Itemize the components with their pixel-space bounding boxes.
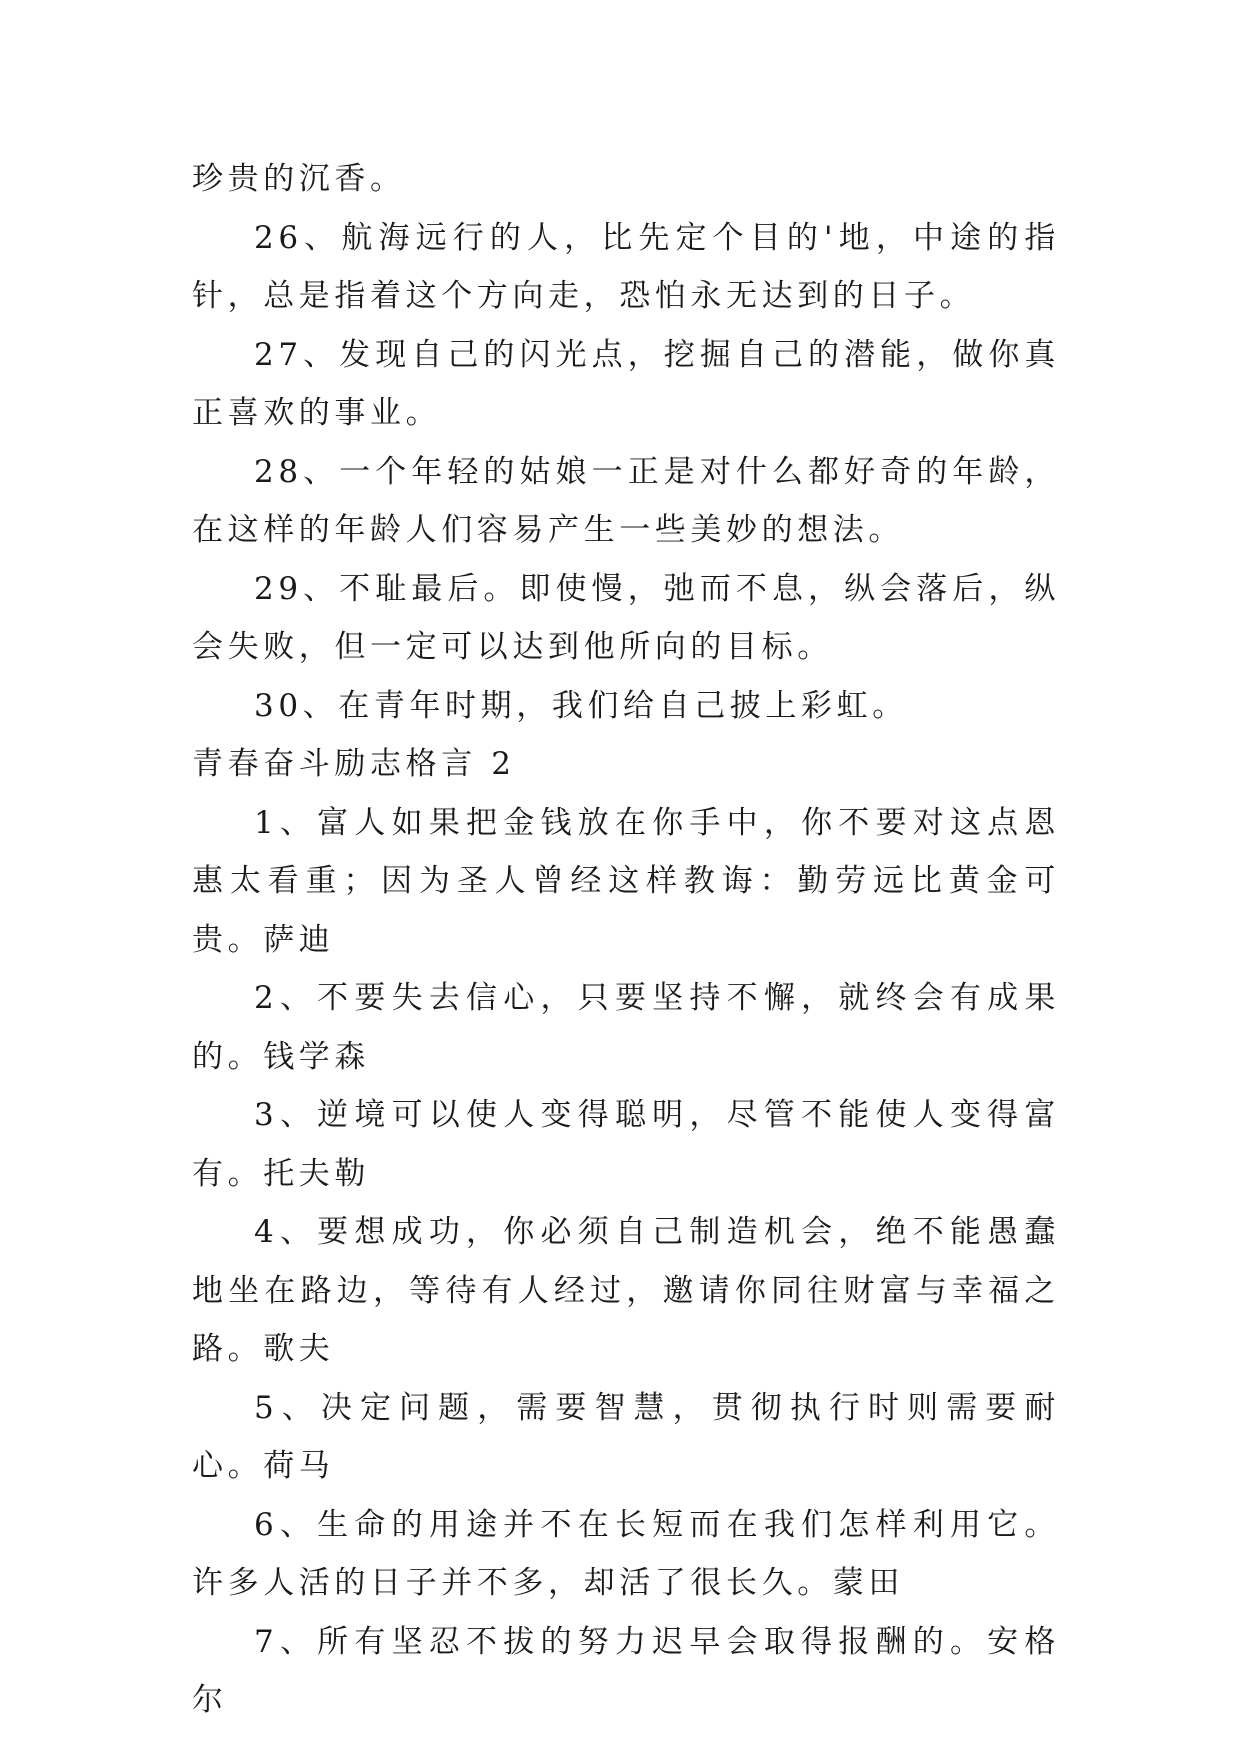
section-heading: 青春奋斗励志格言 2 [192, 746, 516, 782]
quote-item-7: 7、所有坚忍不拔的努力迟早会取得报酬的。安格尔 [192, 1623, 1060, 1718]
quote-item-27: 27、发现自己的闪光点，挖掘自己的潜能，做你真正喜欢的事业。 [192, 336, 1060, 431]
quote-item-29: 29、不耻最后。即使慢，弛而不息，纵会落后，纵会失败，但一定可以达到他所向的目标。 [192, 570, 1060, 665]
document-body [192, 150, 1060, 1730]
quote-item-28: 28、一个年轻的姑娘一正是对什么都好奇的年龄，在这样的年龄人们容易产生一些美妙的想法。 [192, 453, 1060, 548]
quote-item-26: 26、航海远行的人，比先定个目的'地，中途的指针，总是指着这个方向走，恐怕永无达到的日子。 [192, 219, 1060, 314]
quote-item-30: 30、在青年时期，我们给自己披上彩虹。 [254, 687, 908, 724]
continuation-paragraph: 珍贵的沉香。 [192, 161, 406, 197]
quote-item-6: 6、生命的用途并不在长短而在我们怎样利用它。许多人活的日子并不多，却活了很长久。蒙田 [192, 1506, 1060, 1601]
quote-item-4: 4、要想成功，你必须自己制造机会，绝不能愚蠢地坐在路边，等待有人经过，邀请你同往财富与幸福之路。歌夫 [192, 1214, 1060, 1367]
quote-item-1: 1、富人如果把金钱放在你手中，你不要对这点恩惠太看重；因为圣人曾经这样教诲：勤劳远比黄金可贵。萨迪 [192, 804, 1060, 958]
quote-item-3: 3、逆境可以使人变得聪明，尽管不能使人变得富有。托夫勒 [192, 1097, 1060, 1192]
quote-item-2: 2、不要失去信心，只要坚持不懈，就终会有成果的。钱学森 [192, 980, 1060, 1075]
quote-item-5: 5、决定问题，需要智慧，贯彻执行时则需要耐心。荷马 [192, 1389, 1060, 1484]
